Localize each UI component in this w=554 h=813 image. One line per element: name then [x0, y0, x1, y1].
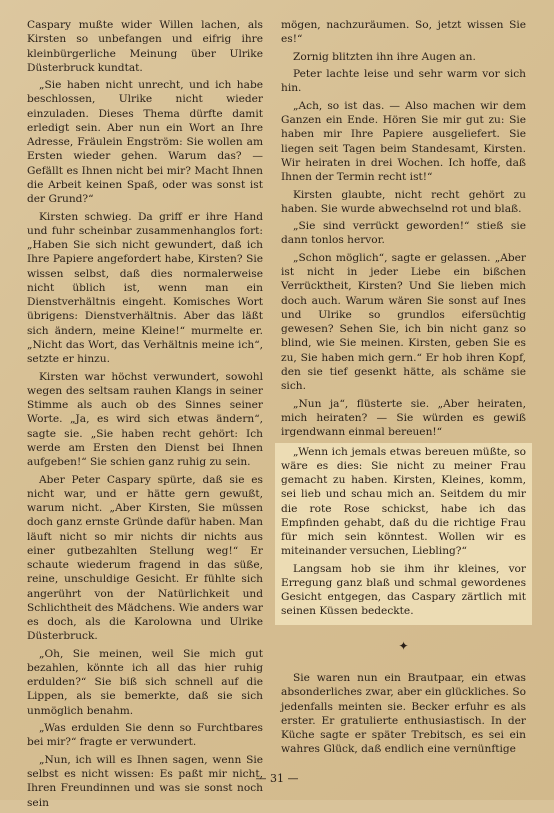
paragraph: Caspary mußte wider Willen lachen, als Kirsten so unbefangen und eifrig ihre kleinbürgerliche Meinung über Ulrike Düsterbruck kundtat.	[27, 19, 263, 74]
paragraph: Langsam hob sie ihm ihr kleines, vor Erregung ganz blaß und schmal gewordenes Gesicht entgegen, das Caspary zärtlich mit seinen Küssen bedeckte.	[281, 562, 526, 618]
paragraph: „Sie sind verrückt geworden!“ stieß sie dann tonlos hervor.	[281, 220, 526, 247]
paragraph: „Sie haben nicht unrecht, und ich habe beschlossen, Ulrike nicht wieder einzuladen. Dieses Thema dürfte damit erledigt sein. Aber nun ein Wort an Ihre Adresse, Fräulein Engström: Sie wollen am Ersten wieder gehen. Warum das? — Gefällt es Ihnen nicht bei mir? Macht Ihnen die Arbeit keinen Spaß, oder was sonst ist der Grund?“	[27, 79, 263, 206]
section-separator-icon: ✦	[398, 638, 409, 653]
paragraph: „Nun, ich will es Ihnen sagen, wenn Sie selbst es nicht wissen: Es paßt mir nicht, Ihren Freundinnen und was sie sonst noch sein	[27, 753, 263, 809]
paragraph: „Oh, Sie meinen, weil Sie mich gut bezahlen, könnte ich all das hier ruhig erdulden?“ Sie biß sich schnell auf die Lippen, als sie bemerkte, daß sie sich unmöglich benahm.	[27, 647, 263, 717]
paragraph: Kirsten war höchst verwundert, sowohl wegen des seltsam rauhen Klangs in seiner Stimme als auch ob des Sinnes seiner Worte. „Ja, es wird sich etwas ändern“, sagte sie. „Sie haben recht gehört: Ich werde am Ersten den Dienst bei Ihnen aufgeben!“ Sie schien ganz ruhig zu sein.	[27, 370, 263, 469]
paragraph: Aber Peter Caspary spürte, daß sie es nicht war, und er hätte gern gewußt, warum nicht. „Aber Kirsten, Sie müssen doch ganz ernste Gründe dafür haben. Man läuft nicht so mir nichts dir nichts aus einer gutbezahlten Stellung weg!“ Er schaute wiederum fragend in das süße, reine, unschuldige Gesicht. Er fühlte sich angerührt von der Natürlichkeit und Schlichtheit des Mädchens. Wie anders war es doch, als die Karolowna und Ulrike Düsterbruck.	[27, 473, 263, 643]
paragraph: „Was erdulden Sie denn so Furchtbares bei mir?“ fragte er verwundert.	[27, 722, 263, 749]
paragraph: Kirsten glaubte, nicht recht gehört zu haben. Sie wurde abwechselnd rot und blaß.	[281, 188, 526, 215]
page-number: — 31 —	[255, 772, 299, 785]
paragraph: „Wenn ich jemals etwas bereuen müßte, so wäre es dies: Sie nicht zu meiner Frau gemacht zu haben. Kirsten, Kleines, komm, sei lieb und schau mich an. Seitdem du mir die rote Rose schickst, habe ich das Empfinden gehabt, daß du die richtige Frau für mich sein könntest. Wollen wir es miteinander versuchen, Liebling?“	[281, 445, 526, 558]
paragraph: „Ach, so ist das. — Also machen wir dem Ganzen ein Ende. Hören Sie mir gut zu: Sie haben mir Ihre Papiere ausgeliefert. Sie liegen seit Tagen beim Standesamt, Kirsten. Wir heiraten in drei Wochen. Ich hoffe, daß Ihnen der Termin recht ist!“	[281, 99, 526, 184]
paragraph: Zornig blitzten ihn ihre Augen an.	[293, 50, 476, 63]
paragraph: Peter lachte leise und sehr warm vor sich hin.	[281, 68, 526, 95]
paragraph: Sie waren nun ein Brautpaar, ein etwas absonderliches zwar, aber ein glückliches. So jedenfalls meinten sie. Becker erfuhr es als erster. Er gratulierte enthusiastisch. In der Küche sagte er später Trebitsch, es sei ein wahres Glück, daß endlich eine vernünftige	[281, 672, 526, 756]
paragraph: „Nun ja“, flüsterte sie. „Aber heiraten, mich heiraten? — Sie würden es gewiß irgendwann einmal bereuen!“	[281, 397, 526, 439]
paragraph: „Schon möglich“, sagte er gelassen. „Aber ist nicht in jeder Liebe ein bißchen Verrücktheit, Kirsten? Und Sie lieben mich doch auch. Warum wären Sie sonst auf Ines und Ulrike so grundlos eifersüchtig gewesen? Sehen Sie, ich bin nicht ganz so blind, wie Sie meinen. Kirsten, geben Sie es zu, Sie haben mich gern.“ Er hob ihren Kopf, den sie tief gesenkt hätte, als schäme sie sich.	[281, 251, 526, 393]
paragraph: mögen, nachzuräumen. So, jetzt wissen Sie es!“	[281, 19, 526, 46]
left-column	[27, 18, 263, 813]
highlighted-passage	[275, 443, 532, 625]
right-column	[281, 18, 526, 760]
paragraph: Kirsten schwieg. Da griff er ihre Hand und fuhr scheinbar zusammenhanglos fort: „Haben Sie sich nicht gewundert, daß ich Ihre Papiere angefordert habe, Kirsten? Sie wissen selbst, daß dies normalerweise nicht üblich ist, wenn man ein Dienstverhältnis eingeht. Komisches Wort übrigens: Dienstverhältnis. Aber das läßt sich ändern, meine Kleine!“ murmelte er. „Nicht das Wort, das Verhältnis meine ich“, setzte er hinzu.	[27, 210, 263, 366]
